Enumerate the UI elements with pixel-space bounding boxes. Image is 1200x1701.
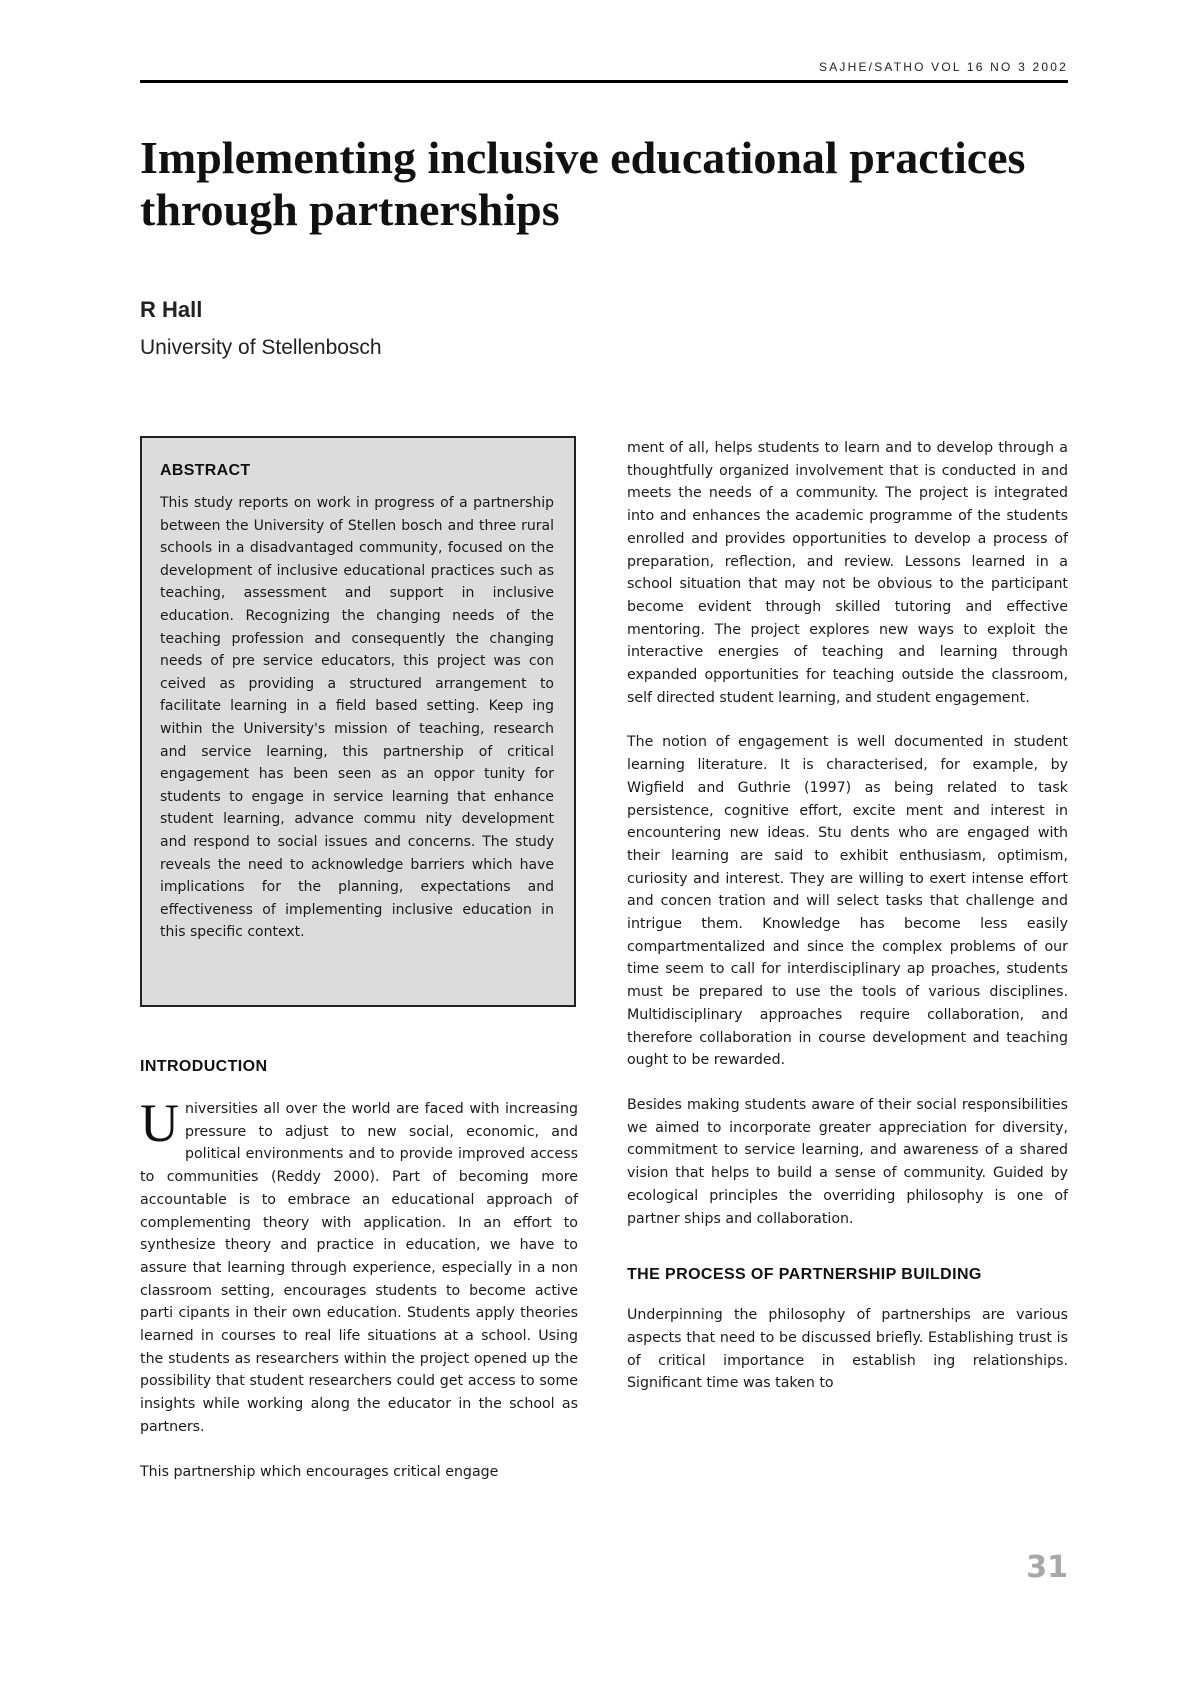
page-number: 31 <box>1026 1550 1068 1585</box>
abstract-box <box>140 436 576 1007</box>
partnership-building-heading: THE PROCESS OF PARTNERSHIP BUILDING <box>627 1266 982 1284</box>
introduction-paragraph-1 <box>140 1093 578 1439</box>
article-title: Implementing inclusive educational practices through partnerships <box>140 132 1026 235</box>
author-name: R Hall <box>140 297 203 322</box>
abstract-heading: ABSTRACT <box>160 462 251 479</box>
abstract-text: This study reports on work in progress of a partnership between the University of Stellen bosch and three rural schools in a disadvantaged community, focused on the development of inclusive educational practices such as teaching, assessment and support in inclusive education. Recognizing the changing needs of the teaching profession and consequently the changing needs of pre service educators, this project was con ceived as providing a structured arrangement to facilitate learning in a field based setting. Keep ing within the University's mission of teaching, research and service learning, this partnership of critical engagement has been seen as an oppor tunity for students to engage in service learning that enhance student learning, advance commu nity development and respond to social issues and concerns. The study reveals the need to acknowledge barriers which have implications for the planning, expectations and effectiveness of implementing inclusive education in this specific context. <box>160 495 554 941</box>
introduction-paragraph-2: This partnership which encourages critical engage <box>140 1463 499 1480</box>
header-rule <box>140 80 1068 83</box>
author-affiliation: University of Stellenbosch <box>140 336 382 359</box>
right-paragraph-4: Underpinning the philosophy of partnerships are various aspects that need to be discussed briefly. Establishing trust is of critical importance in establish ing relationships. Significant time was taken to <box>627 1307 1068 1392</box>
running-head: SAJHE/SATHO VOL 16 NO 3 2002 <box>818 60 1068 74</box>
right-column <box>627 437 1068 1395</box>
left-column <box>140 1058 578 1483</box>
right-paragraph-3: Besides making students aware of their social responsibilities we aimed to incorporate greater appreciation for diversity, commitment to service learning, and awareness of a shared vision that helps to build a sense of community. Guided by ecological principles the overriding philosophy is one of partner ships and collaboration. <box>627 1096 1068 1227</box>
introduction-paragraph-1-text: niversities all over the world are faced with increasing pressure to adjust to new social, economic, and political environments and to provide improved access to communities (Reddy 2000). Part of becoming more accountable is to embrace an educational approach of complementing theory with application. In an effort to synthesize theory and practice in education, we have to assure that learning through experience, especially in a non classroom setting, encourages students to become active parti cipants in their own education. Students apply theories learned in courses to real life situations at a school. Using the students as researchers within the project opened up the possibility that student researchers could get access to some insights while working along the educator in the school as partners. <box>140 1101 578 1435</box>
right-paragraph-2: The notion of engagement is well documented in student learning literature. It is characterised, for example, by Wigfield and Guthrie (1997) as being related to task persistence, cognitive effort, excite ment and interest in encountering new ideas. Stu dents who are engaged with their learning are said to exhibit enthusiasm, optimism, curiosity and interest. They are willing to exert intense effort and concen tration and will select tasks that challenge and intrigue them. Knowledge has become less easily compartmentalized and since the complex problems of our time seem to call for interdisciplinary ap proaches, students must be prepared to use the tools of various disciplines. Multidisciplinary approaches require collaboration, and therefore collaboration in course development and teaching ought to be rewarded. <box>627 734 1068 1069</box>
right-paragraph-1: ment of all, helps students to learn and to develop through a thoughtfully organized involvement that is conducted in and meets the needs of a community. The project is integrated into and enhances the academic programme of the students enrolled and provides opportunities to develop a process of preparation, reflection, and review. Lessons learned in a school situation that may not be obvious to the participant become evident through skilled tutoring and effective mentoring. The project explores new ways to exploit the interactive energies of teaching and learning through expanded opportunities for teaching outside the classroom, self directed student learning, and student engagement. <box>627 440 1068 706</box>
drop-cap: U <box>140 1093 179 1153</box>
introduction-heading: INTRODUCTION <box>140 1058 268 1075</box>
